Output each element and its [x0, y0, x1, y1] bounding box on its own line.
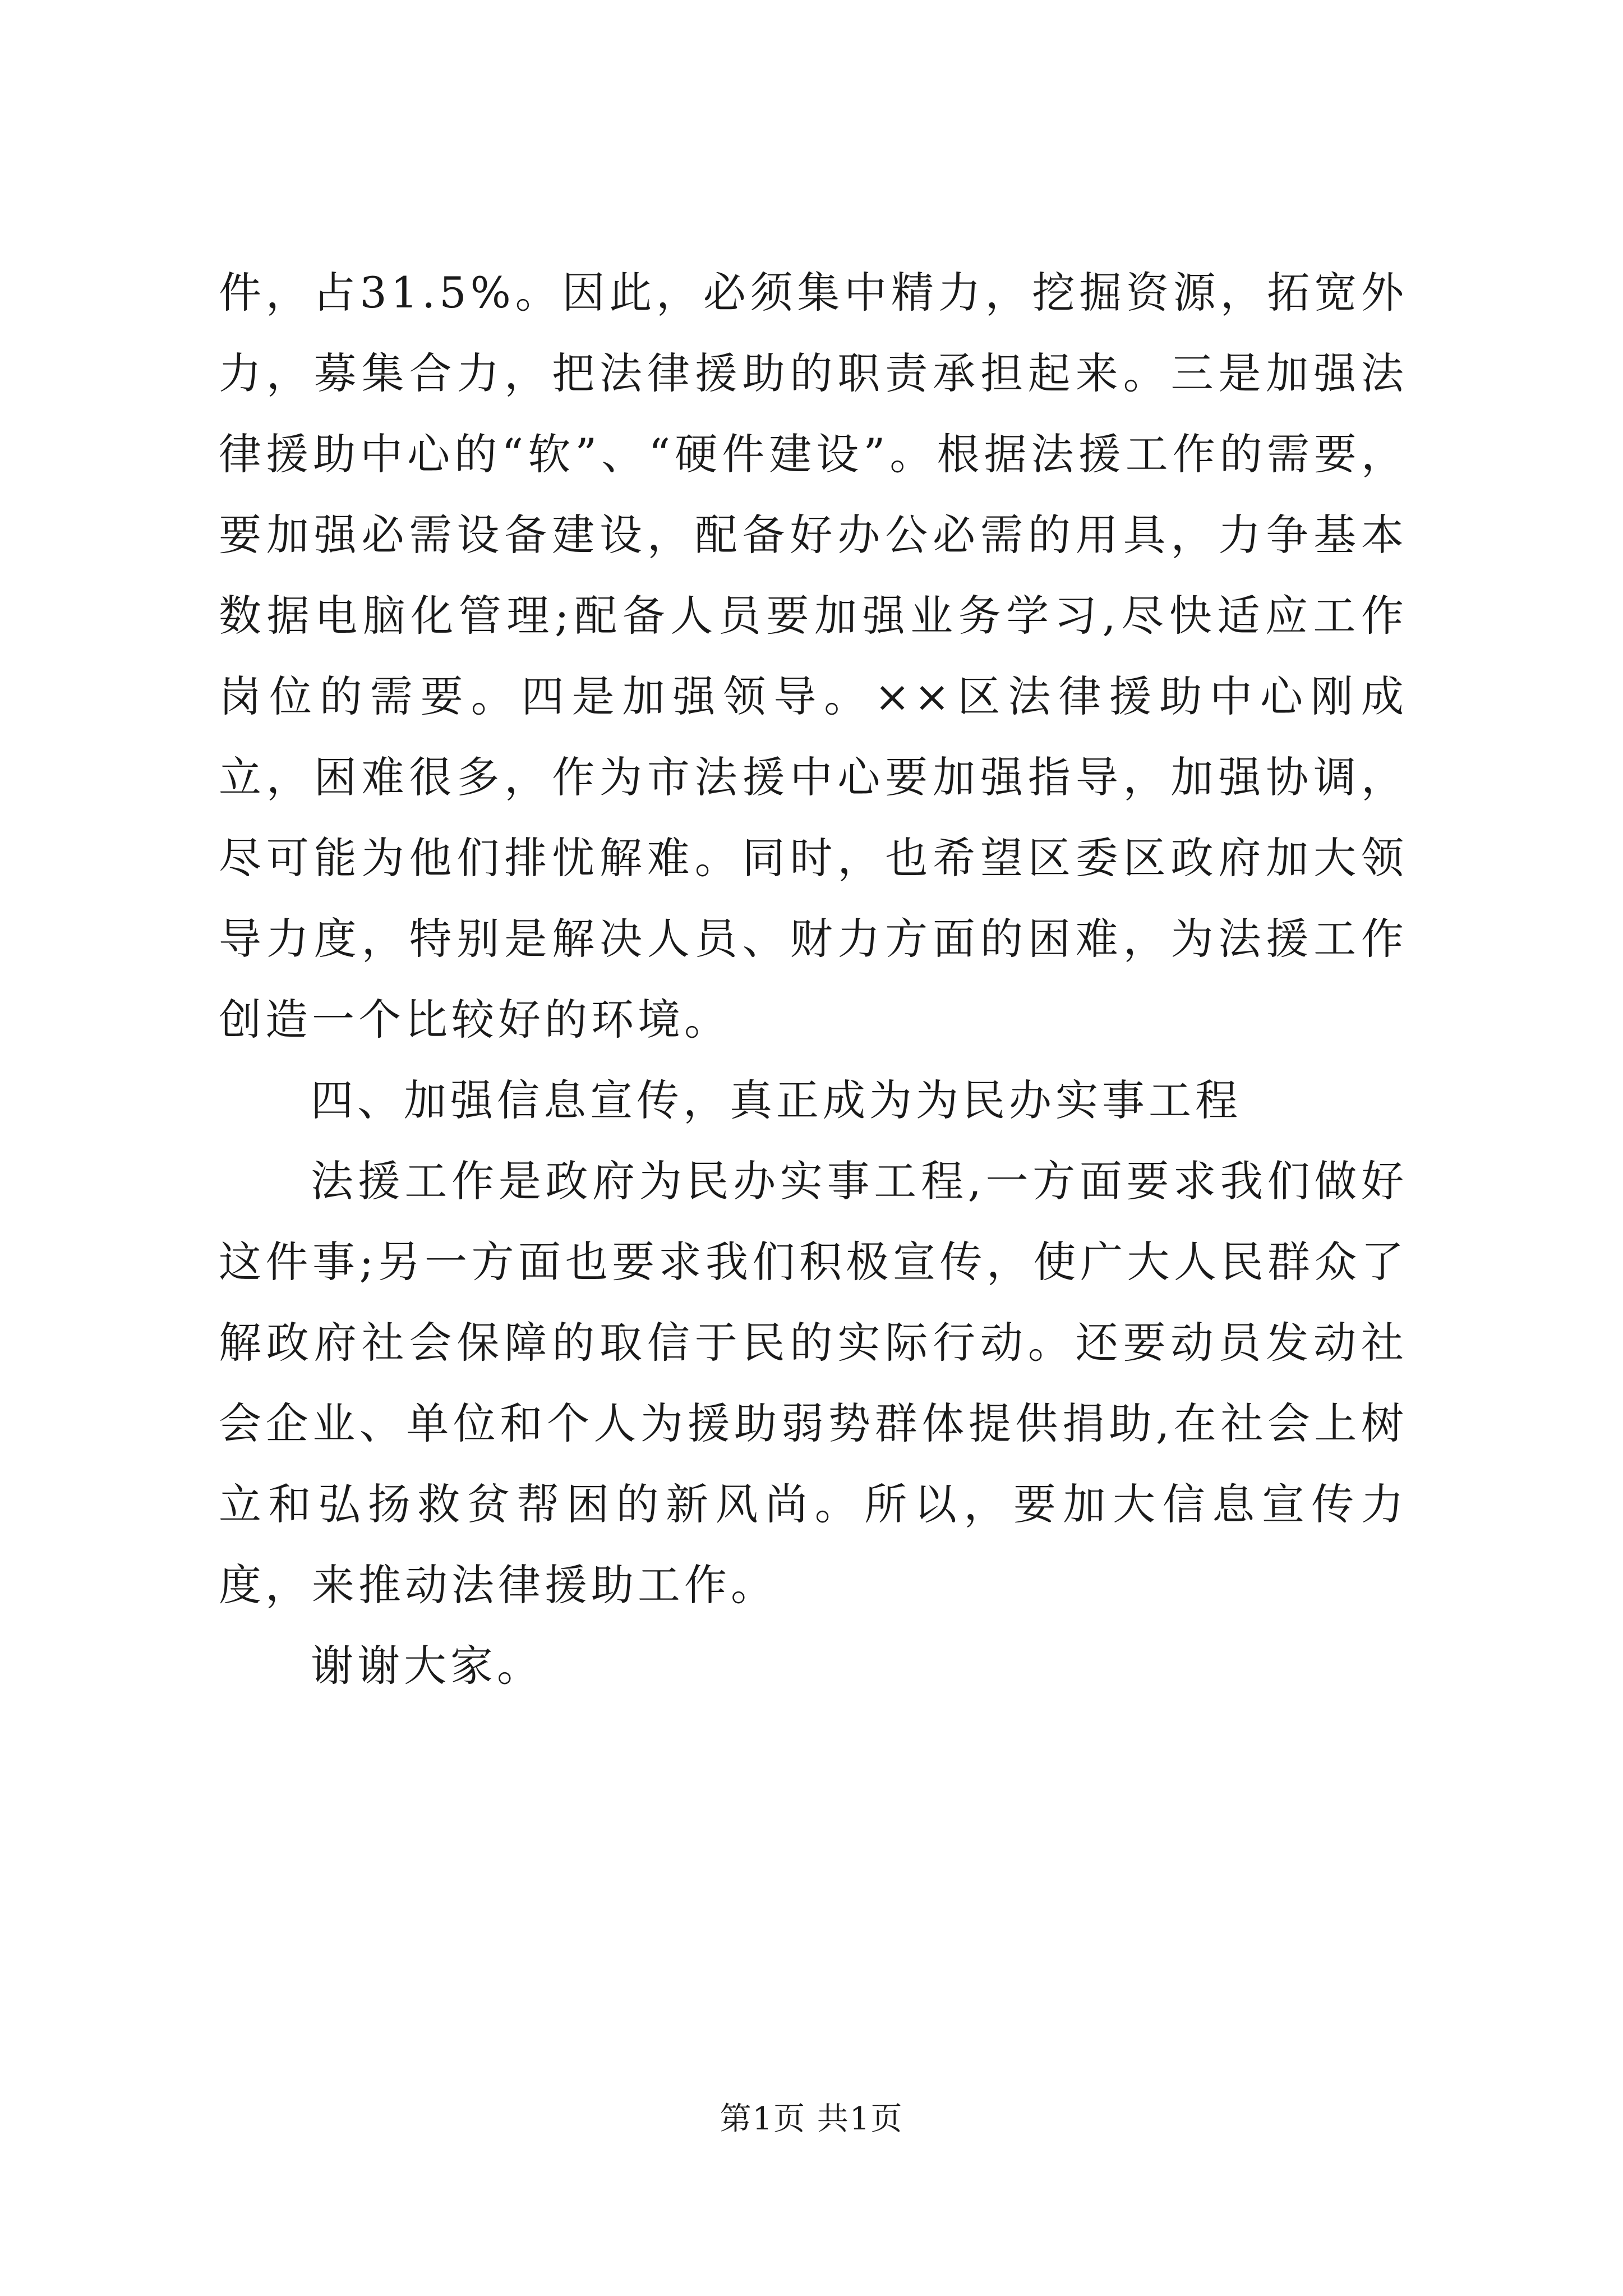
document-body [219, 252, 1408, 1706]
page-number-footer: 第1页 共1页 [720, 2101, 903, 2137]
section-heading: 四、加强信息宣传，真正成为为民办实事工程 [311, 1075, 1242, 1125]
paragraph-continuation: 件，占31.5%。因此，必须集中精力，挖掘资源，拓宽外力，募集合力，把法律援助的职责承担起来。三是加强法律援助中心的“软”、“硬件建设”。根据法援工作的需要，要加强必需设备建设，配备好办公必需的用具，力争基本数据电脑化管理;配备人员要加强业务学习,尽快适应工作岗位的需要。四是加强领导。××区法律援助中心刚成立，困难很多，作为市法援中心要加强指导，加强协调，尽可能为他们排忧解难。同时，也希望区委区政府加大领导力度，特别是解决人员、财力方面的困难，为法援工作创造一个比较好的环境。 [219, 268, 1408, 1045]
closing-remark: 谢谢大家。 [311, 1641, 543, 1691]
paragraph: 法援工作是政府为民办实事工程,一方面要求我们做好这件事;另一方面也要求我们积极宣传，使广大人民群众了解政府社会保障的取信于民的实际行动。还要动员发动社会企业、单位和个人为援助弱势群体提供捐助,在社会上树立和弘扬救贫帮困的新风尚。所以，要加大信息宣传力度，来推动法律援助工作。 [219, 1156, 1408, 1610]
